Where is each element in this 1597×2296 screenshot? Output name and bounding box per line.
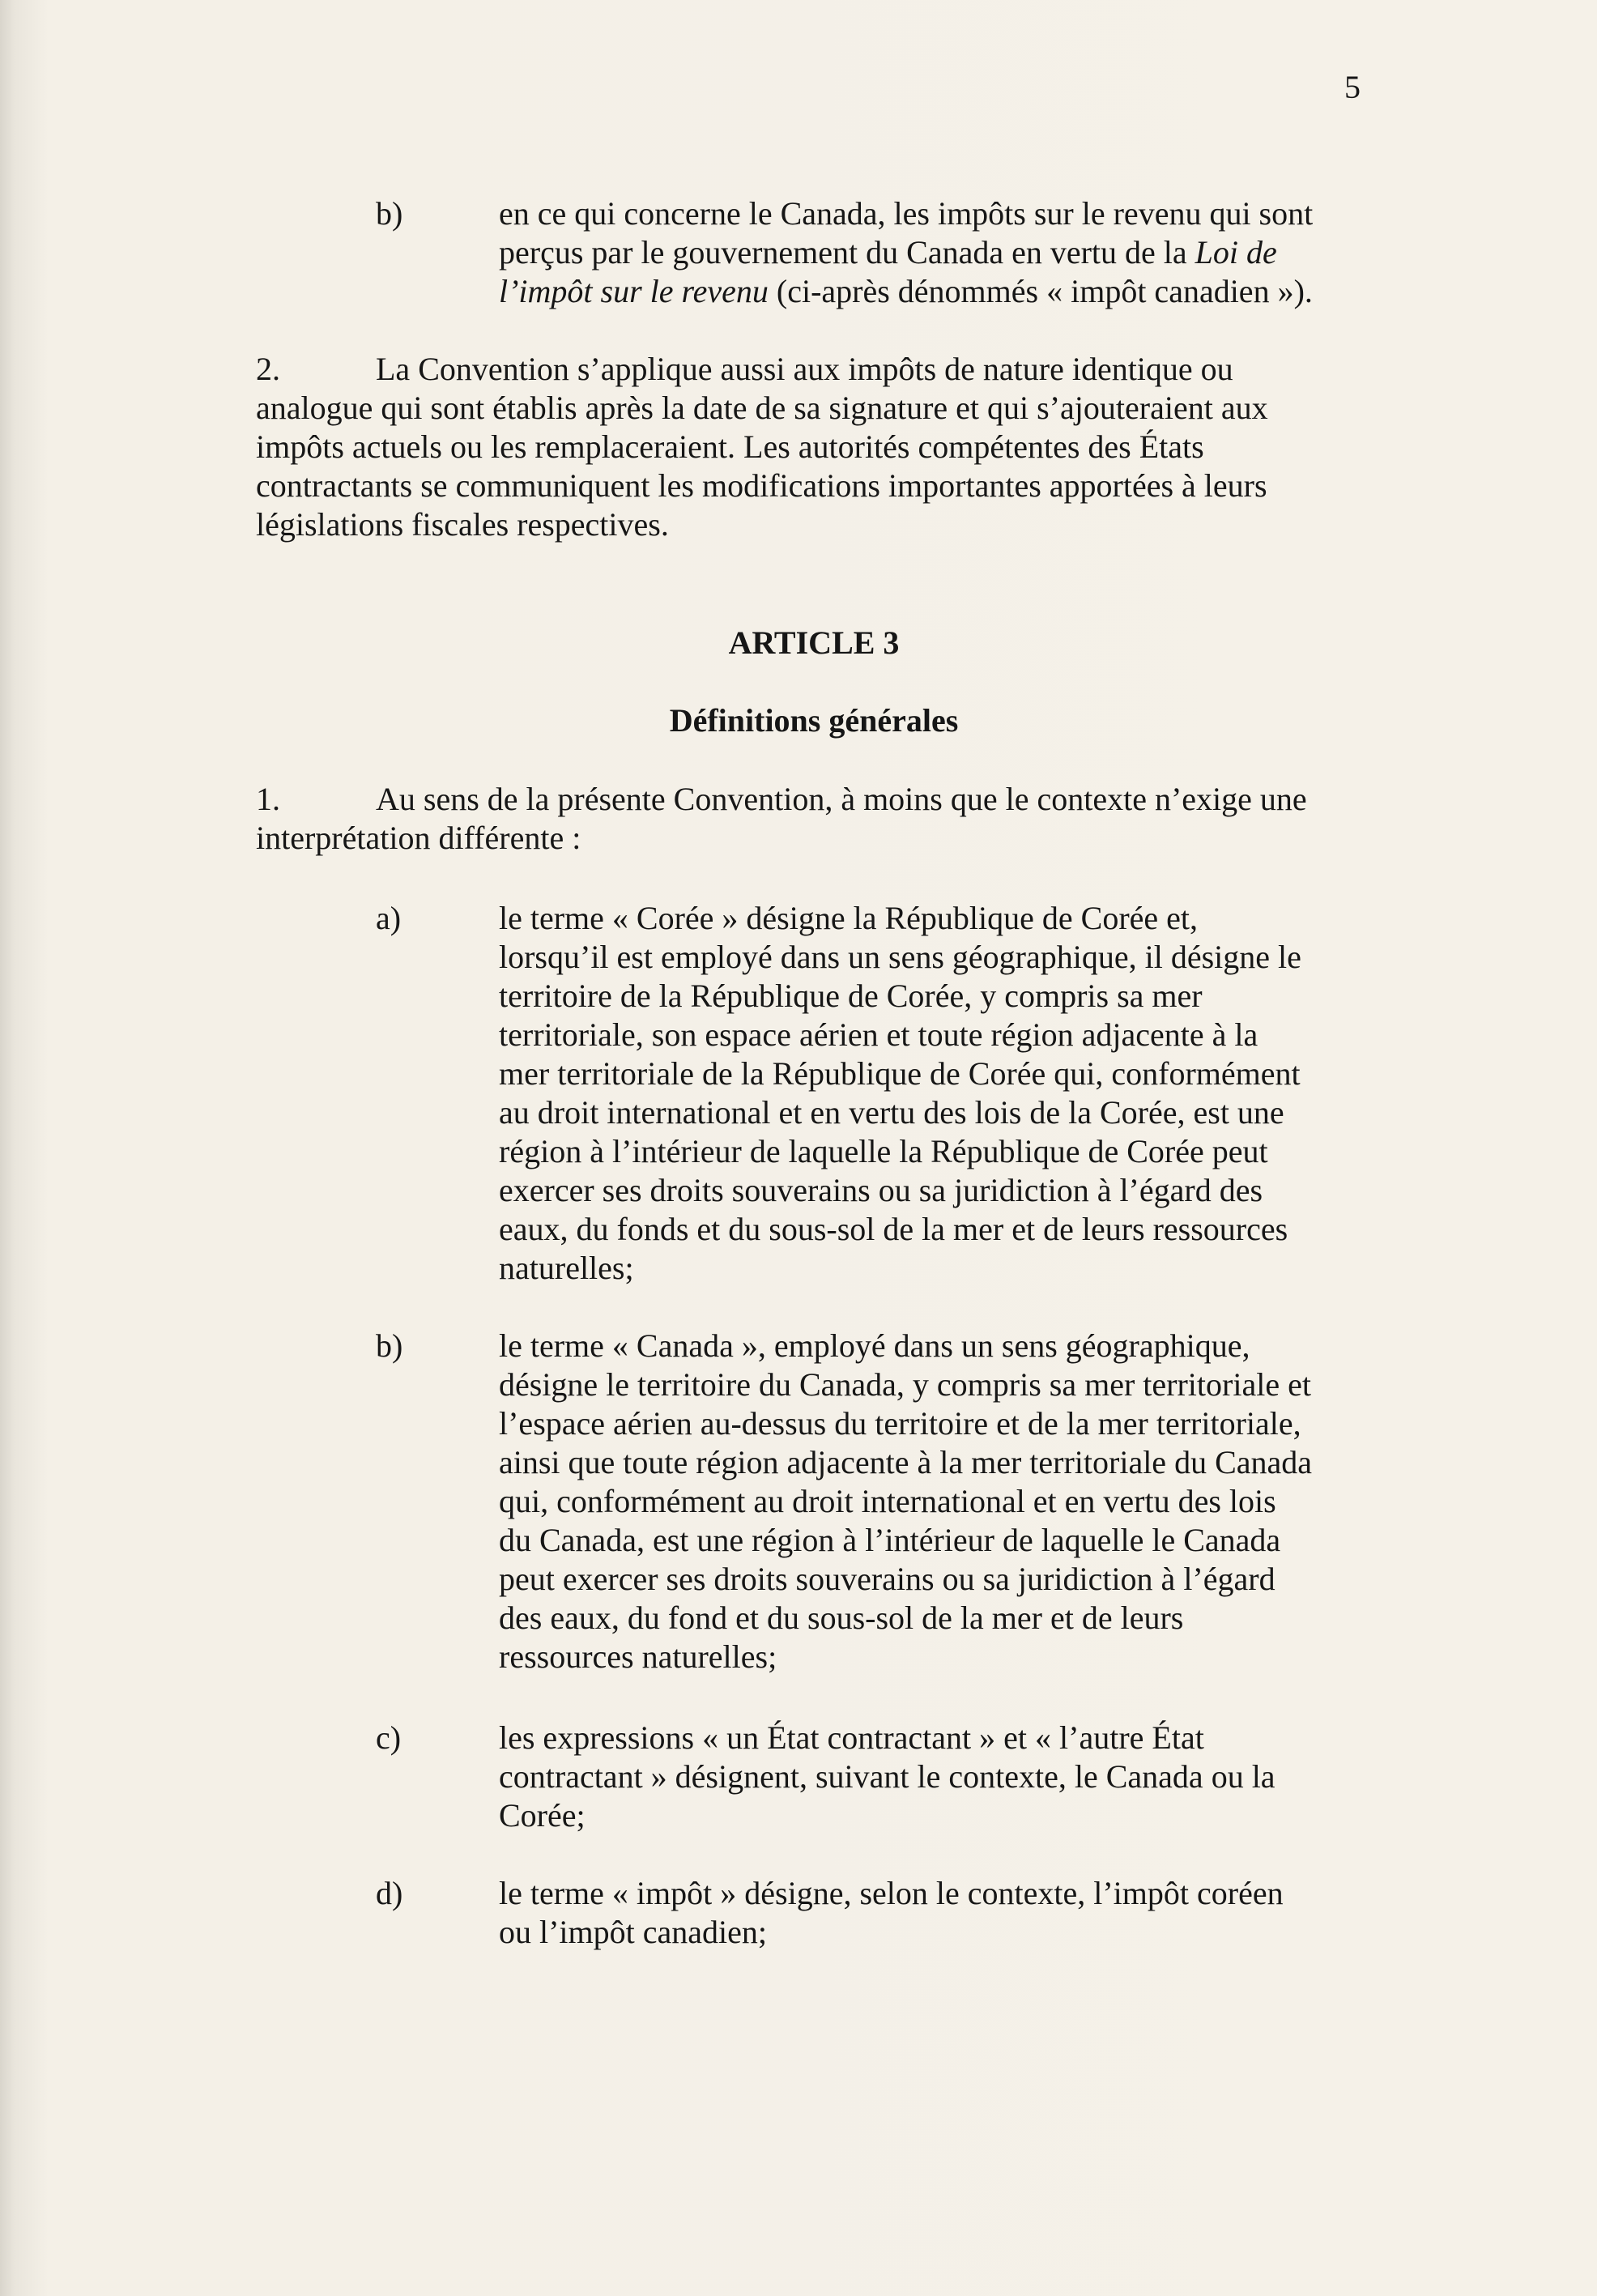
definition-line: lorsqu’il est employé dans un sens géographique, il désigne le — [499, 939, 1301, 975]
definition-body — [499, 1719, 1373, 1835]
item-body — [499, 194, 1373, 311]
definition-line: le terme « impôt » désigne, selon le contexte, l’impôt coréen — [499, 1875, 1284, 1911]
item-line — [499, 272, 1373, 311]
paragraph-text: Au sens de la présente Convention, à moins que le contexte n’exige une — [376, 781, 1307, 817]
paragraph-text: La Convention s’applique aussi aux impôts de nature identique ou — [376, 351, 1233, 387]
page-number: 5 — [1344, 69, 1361, 105]
definition-line: désigne le territoire du Canada, y compris sa mer territoriale et — [499, 1366, 1311, 1403]
item-line — [499, 233, 1373, 272]
definition-line: l’espace aérien au-dessus du territoire et de la mer territoriale, — [499, 1405, 1301, 1442]
definition-line: les expressions « un État contractant » et « l’autre État — [499, 1719, 1204, 1756]
item-line: en ce qui concerne le Canada, les impôts sur le revenu qui sont — [499, 195, 1314, 232]
paragraph-2 — [256, 350, 1373, 544]
paragraph-line — [256, 780, 1373, 819]
article-heading: ARTICLE 3 — [728, 624, 900, 661]
law-title-part-1: Loi de — [1195, 234, 1277, 270]
paragraph-line: contractants se communiquent les modifications importantes apportées à leurs — [256, 467, 1267, 504]
definition-line: du Canada, est une région à l’intérieur de laquelle le Canada — [499, 1522, 1281, 1558]
definition-line: ainsi que toute région adjacente à la mer territoriale du Canada — [499, 1444, 1313, 1480]
paragraph-number: 2. — [256, 351, 280, 387]
definition-line: contractant » désignent, suivant le contexte, le Canada ou la — [499, 1758, 1275, 1795]
definition-line: ou l’impôt canadien; — [499, 1914, 768, 1950]
definition-line: mer territoriale de la République de Corée qui, conformément — [499, 1055, 1301, 1092]
definition-line: ressources naturelles; — [499, 1638, 777, 1675]
law-title-part-2: l’impôt sur le revenu — [499, 273, 769, 309]
paragraph-line: impôts actuels ou les remplaceraient. Les autorités compétentes des États — [256, 428, 1204, 465]
definition-body — [499, 1327, 1373, 1676]
definition-line: peut exercer ses droits souverains ou sa juridiction à l’égard — [499, 1561, 1275, 1597]
definition-label: a) — [376, 900, 402, 936]
paragraph-line: interprétation différente : — [256, 820, 581, 856]
paragraph-line: analogue qui sont établis après la date de sa signature et qui s’ajouteraient aux — [256, 390, 1268, 426]
definition-line: Corée; — [499, 1797, 586, 1834]
definition-body — [499, 1874, 1373, 1952]
definition-label: c) — [376, 1719, 402, 1756]
item-text: (ci-après dénommés « impôt canadien »). — [768, 273, 1313, 309]
definition-label: d) — [376, 1875, 403, 1911]
definition-line: exercer ses droits souverains ou sa juridiction à l’égard des — [499, 1172, 1263, 1208]
article-subheading: Définitions générales — [669, 702, 959, 739]
definition-label: b) — [376, 1327, 403, 1364]
definition-line: territoriale, son espace aérien et toute région adjacente à la — [499, 1016, 1258, 1053]
definition-line: au droit international et en vertu des lois de la Corée, est une — [499, 1094, 1284, 1131]
definition-line: qui, conformément au droit international et en vertu des lois — [499, 1483, 1276, 1519]
paragraph-line — [256, 350, 1373, 389]
definition-line: naturelles; — [499, 1250, 634, 1286]
item-label: b) — [376, 195, 403, 232]
definition-line: le terme « Corée » désigne la République de Corée et, — [499, 900, 1199, 936]
paragraph-number: 1. — [256, 781, 280, 817]
definition-line: des eaux, du fond et du sous-sol de la mer et de leurs — [499, 1600, 1184, 1636]
definition-line: le terme « Canada », employé dans un sens géographique, — [499, 1327, 1250, 1364]
item-text: perçus par le gouvernement du Canada en vertu de la — [499, 234, 1195, 270]
definition-body — [499, 899, 1373, 1288]
definition-line: région à l’intérieur de laquelle la République de Corée peut — [499, 1133, 1268, 1169]
definition-line: territoire de la République de Corée, y compris sa mer — [499, 978, 1203, 1014]
definition-line: eaux, du fonds et du sous-sol de la mer et de leurs ressources — [499, 1211, 1288, 1247]
paragraph-line: législations fiscales respectives. — [256, 506, 669, 543]
paragraph-1 — [256, 780, 1373, 858]
